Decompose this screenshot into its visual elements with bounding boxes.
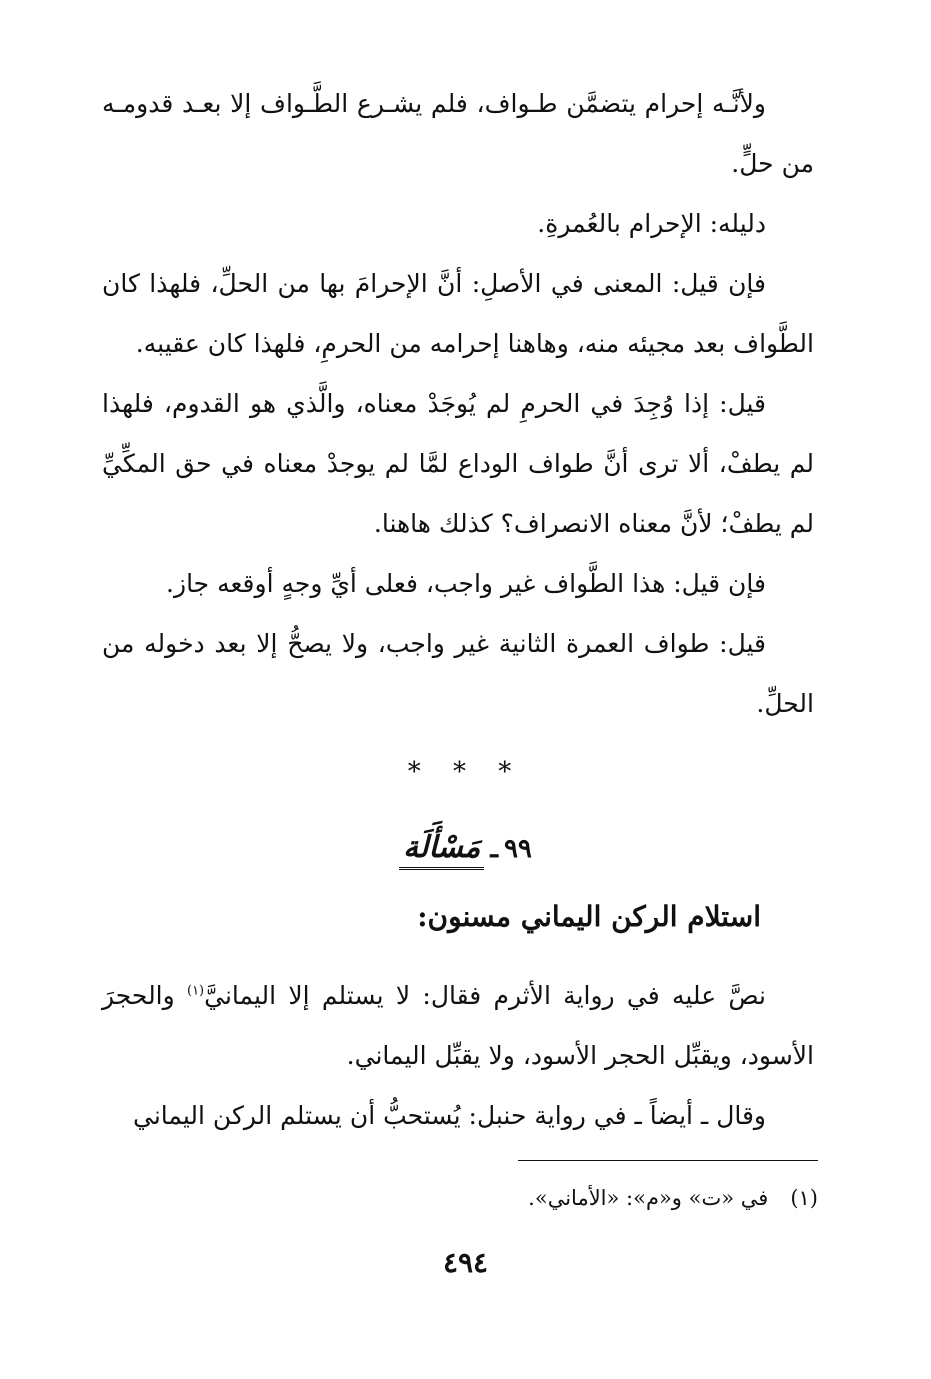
footnote-divider <box>518 1160 818 1161</box>
masala-title: مَسْأَلَة <box>399 830 484 870</box>
masala-subtitle: استلام الركن اليماني مسنون: <box>417 900 761 933</box>
heading-dash: ـ <box>490 834 498 864</box>
paragraph: قيل: إذا وُجِدَ في الحرمِ لم يُوجَدْ معناه، والَّذي هو القدوم، فلهذا لم يطفْ، ألا ترى أنَّ طواف الوداع لمَّا لم يوجدْ معناه في حق المكِّيِّ لم يطفْ؛ لأنَّ معناه الانصراف؟ كذلك هاهنا. <box>102 389 814 538</box>
paragraph: فإن قيل: المعنى في الأصلِ: أنَّ الإحرامَ بها من الحلِّ، فلهذا كان الطَّواف بعد مجيئه منه، وهاهنا إحرامه من الحرمِ، فلهذا كان عقيبه. <box>102 269 814 358</box>
paragraph: فإن قيل: هذا الطَّواف غير واجب، فعلى أيِّ وجهٍ أوقعه جاز. <box>166 569 766 598</box>
masala-number: ٩٩ <box>503 834 532 864</box>
paragraph <box>102 966 814 1086</box>
paragraph: قيل: طواف العمرة الثانية غير واجب، ولا يصحُّ إلا بعد دخوله من الحلِّ. <box>102 629 814 718</box>
footnote-number: (١) <box>790 1186 818 1210</box>
paragraph-text: نصَّ عليه في رواية الأثرم فقال: لا يستلم إلا اليمانيَّ <box>204 981 766 1010</box>
section-2-text <box>102 966 814 1146</box>
footnote <box>528 1183 818 1213</box>
footnote-text: في «ت» و«م»: «الأماني». <box>528 1186 769 1210</box>
paragraph: ولأنَّـه إحرام يتضمَّن طـواف، فلم يشـرع الطَّـواف إلا بعـد قدومـه من حلٍّ. <box>102 89 814 178</box>
section-separator: * * * <box>407 757 524 787</box>
paragraph: دليله: الإحرام بالعُمرةِ. <box>537 209 766 238</box>
page-number: ٤٩٤ <box>442 1246 489 1279</box>
section-1-text <box>102 74 814 734</box>
masala-heading <box>0 830 931 870</box>
paragraph-text: والحجرَ الأسود، ويقبِّل الحجر الأسود، ولا يقبِّل اليماني. <box>102 981 814 1070</box>
paragraph: وقال ـ أيضاً ـ في رواية حنبل: يُستحبُّ أن يستلم الركن اليماني <box>133 1101 766 1130</box>
footnote-reference[interactable]: (١) <box>186 983 205 999</box>
